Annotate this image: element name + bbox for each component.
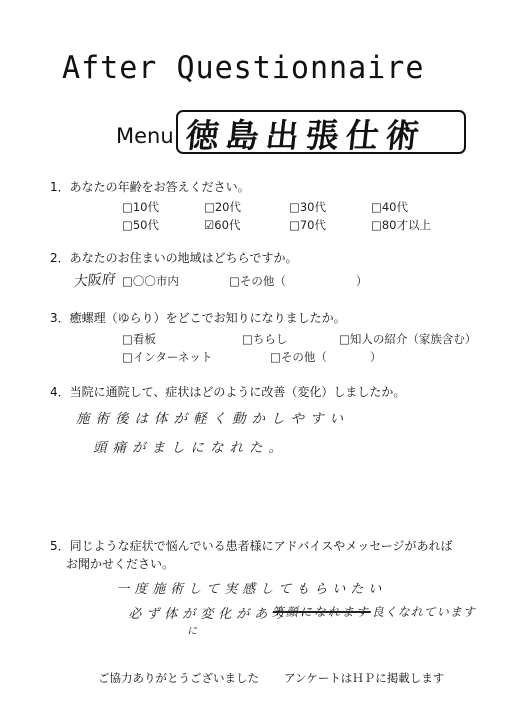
question-5-line-1: 5．同じような症状で悩んでいる患者様にアドバイスやメッセージがあれば xyxy=(50,539,453,553)
question-5-line-2: お聞かせください。 xyxy=(66,557,175,571)
q3-option-internet[interactable]: □インターネット xyxy=(122,350,213,364)
q1-option-80plus[interactable]: □80才以上 xyxy=(371,218,431,232)
footer-thanks: ご協力ありがとうございました xyxy=(98,671,259,685)
question-4: 4．当院に通院して、症状はどのように改善（変化）しましたか。 xyxy=(50,385,406,399)
question-3: 3．癒螺理（ゆらり）をどこでお知りになりましたか。 xyxy=(50,311,346,325)
page-title: After Questionnaire xyxy=(62,50,425,86)
q1-option-50s[interactable]: □50代 xyxy=(122,218,159,232)
q1-option-10s[interactable]: □10代 xyxy=(122,200,159,214)
q5-answer-line-2b: 良くなれています xyxy=(371,605,479,619)
q5-answer-line-1: 一度施術して実感してもらいたい xyxy=(115,582,390,597)
q2-handwritten-region: 大阪府 xyxy=(72,271,117,291)
q1-option-40s[interactable]: □40代 xyxy=(371,200,408,214)
q3-option-signboard[interactable]: □看板 xyxy=(122,332,156,346)
q5-answer-line-2a: 必ず体が変化があり xyxy=(127,607,294,622)
q4-answer-line-2: 頭痛がましになれた。 xyxy=(92,440,292,456)
q1-option-20s[interactable]: □20代 xyxy=(204,200,241,214)
q2-option-other-close: ） xyxy=(356,274,368,288)
q5-answer-struck-text: 笑顔になれます xyxy=(271,605,373,619)
q4-answer-line-1: 施術後は体が軽く動かしやすい xyxy=(75,411,353,427)
footer-note: アンケートはＨＰに掲載します xyxy=(284,671,445,685)
menu-value: 徳島出張仕術 xyxy=(183,116,428,155)
q3-option-referral[interactable]: □知人の紹介（家族含む） xyxy=(339,332,477,346)
q3-option-other-close: ） xyxy=(370,350,382,364)
q5-answer-insert: に xyxy=(186,626,200,637)
q1-option-30s[interactable]: □30代 xyxy=(289,200,326,214)
q1-option-60s-checked[interactable]: ☑60代 xyxy=(204,218,241,232)
question-1: 1．あなたの年齢をお答えください。 xyxy=(50,180,250,194)
q3-option-other[interactable]: □その他（ xyxy=(270,350,327,364)
q3-option-flyer[interactable]: □ちらし xyxy=(242,332,288,346)
menu-label: Menu xyxy=(116,124,174,148)
q1-option-70s[interactable]: □70代 xyxy=(289,218,326,232)
question-2: 2．あなたのお住まいの地域はどちらですか。 xyxy=(50,251,298,265)
q2-option-other[interactable]: □その他（ xyxy=(229,274,286,288)
q2-option-city[interactable]: □〇〇市内 xyxy=(122,274,179,288)
